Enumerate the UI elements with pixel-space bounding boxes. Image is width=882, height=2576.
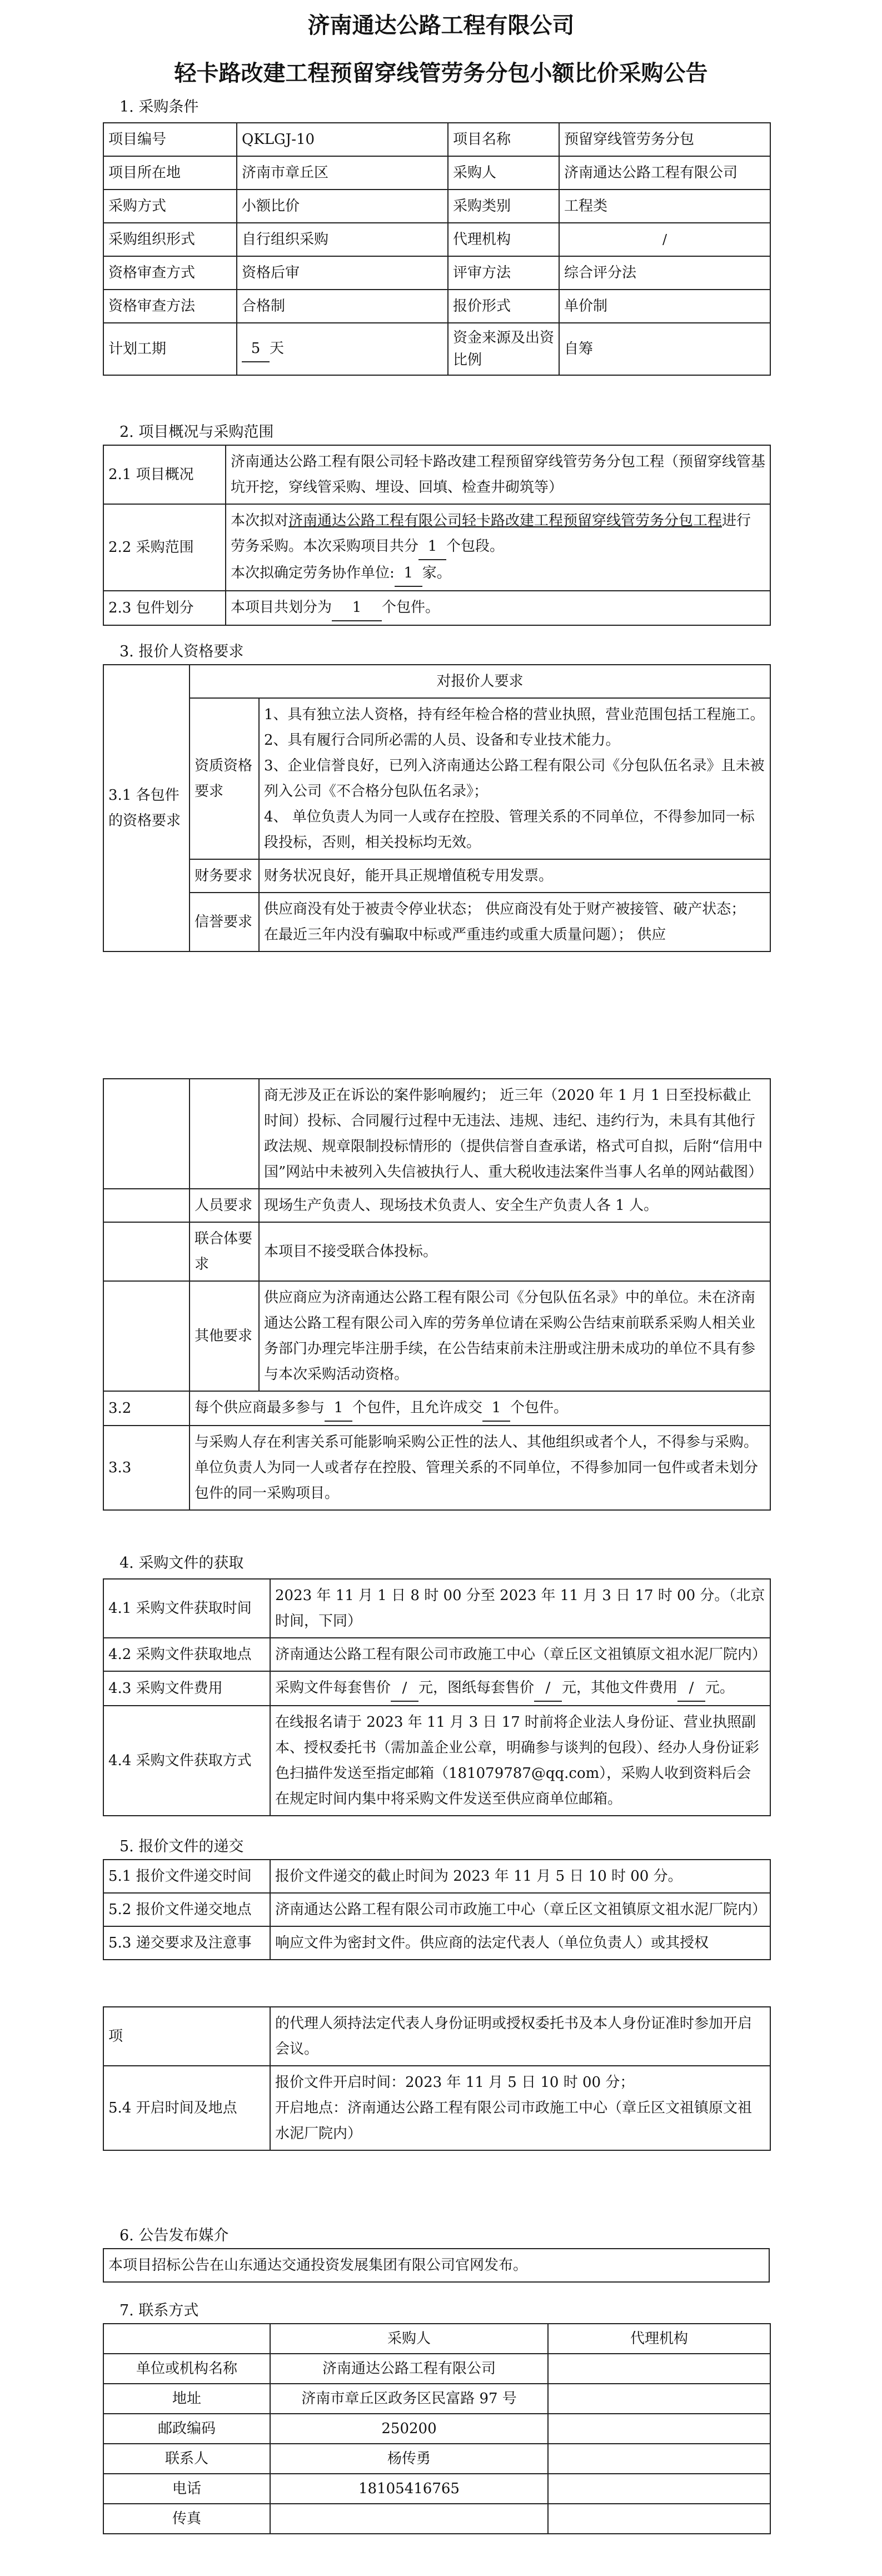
scope-unit-count: 1	[395, 560, 422, 587]
cell-value	[190, 1391, 770, 1426]
table-row	[103, 1860, 770, 1893]
cell-label: 联合体要求	[190, 1222, 259, 1281]
scope-text: 个包段。	[446, 538, 505, 555]
qual-item: 4、 单位负责人为同一人或存在控股、管理关系的不同单位，不得参加同一标段投标，否则，相关投标均无效。	[264, 809, 755, 851]
cell-value	[548, 2354, 770, 2384]
cell-label: 2.2 采购范围	[103, 504, 226, 591]
cell-header: 对报价人要求	[190, 665, 770, 698]
package-count: 1	[332, 595, 382, 621]
cell-value	[548, 2474, 770, 2504]
cell-label: 3.3	[103, 1426, 190, 1510]
table-row	[103, 1281, 770, 1391]
qual-item: 2、具有履行合同所必需的人员、设备和专业技术能力。	[264, 732, 620, 749]
cell-value	[270, 1671, 770, 1706]
cell-label: 电话	[103, 2474, 270, 2504]
table-row	[103, 893, 770, 951]
table-row	[103, 2474, 770, 2504]
cell-label: 4.4 采购文件获取方式	[103, 1706, 270, 1816]
cell-value: 济南通达公路工程有限公司轻卡路改建工程预留穿线管劳务分包工程（预留穿线管基坑开挖，穿线管采购、埋设、回填、检查井砌筑等）	[226, 445, 770, 504]
table-row	[103, 1706, 770, 1816]
section-2-heading: 2. 项目概况与采购范围	[119, 423, 274, 441]
table-row	[103, 445, 770, 504]
section-7-heading: 7. 联系方式	[119, 2302, 199, 2319]
table-row	[103, 2007, 770, 2066]
cell-value: 18105416765	[270, 2474, 548, 2504]
table-row	[103, 698, 770, 859]
cell-label: 项目编号	[103, 123, 237, 156]
cell-label: 5.3 递交要求及注意事	[103, 1926, 270, 1960]
cell-value	[226, 504, 770, 591]
cell-value: 财务状况良好，能开具正规增值税专用发票。	[259, 859, 770, 893]
cell-label: 采购组织形式	[103, 223, 237, 256]
table-row	[103, 1638, 770, 1671]
cell-value: 在线报名请于 2023 年 11 月 3 日 17 时前将企业法人身份证、营业执照副本、授权委托书（需加盖企业公章，明确参与谈判的包段）、经办人身份证彩色扫描件发送至指定邮箱（181079787@qq.com），采购人收到资料后会在规定时间内集中将采购文件发送至供应商单位邮箱。	[270, 1706, 770, 1816]
cell-value: 250200	[270, 2414, 548, 2444]
table-row	[103, 1391, 770, 1426]
cell-value: 商无涉及正在诉讼的案件影响履约； 近三年（2020 年 1 月 1 日至投标截止时间）投标、合同履行过程中无违法、违规、违纪、违约行为，未具有其他行政法规、规章限制投标情形的（提供信誉自查承诺，格式可自拟，后附“信用中国”网站中未被列入失信被执行人、重大税收违法案件当事人名单的网站截图）	[259, 1079, 770, 1189]
cell-label: 采购方式	[103, 190, 237, 223]
cell-label: 其他要求	[190, 1281, 259, 1391]
table-row	[103, 859, 770, 893]
fee-text: 元，其他文件费用	[562, 1680, 678, 1696]
cell-label: 2.3 包件划分	[103, 591, 226, 625]
table-row	[103, 156, 770, 190]
cell-value	[259, 698, 770, 859]
cell-value	[237, 323, 448, 375]
fee-text: 元。	[705, 1680, 735, 1696]
cell-value: 济南通达公路工程有限公司市政施工中心（章丘区文祖镇原文祖水泥厂院内）	[270, 1638, 770, 1671]
cell-empty	[103, 1281, 190, 1391]
cell-label: 资金来源及出资比例	[448, 323, 559, 375]
cell-value: 济南通达公路工程有限公司	[270, 2354, 548, 2384]
cell-value	[226, 591, 770, 625]
table-row	[103, 290, 770, 323]
table-row	[103, 2354, 770, 2384]
cell-label: 评审方法	[448, 256, 559, 290]
section-5-heading: 5. 报价文件的递交	[119, 1838, 244, 1855]
cell-label: 3.2	[103, 1391, 190, 1426]
table-row	[103, 1579, 770, 1638]
scope-text: 进行劳务采购。本次采购项目共分	[231, 512, 751, 555]
table-row	[103, 1426, 770, 1510]
table-row	[103, 2504, 770, 2534]
table-row	[103, 591, 770, 625]
table-row	[103, 504, 770, 591]
cell-label: 4.3 采购文件费用	[103, 1671, 270, 1706]
cell-label: 4.2 采购文件获取地点	[103, 1638, 270, 1671]
cell-value: 与采购人存在利害关系可能影响采购公正性的法人、其他组织或者个人，不得参与采购。单位负责人为同一人或者存在控股、管理关系的不同单位，不得参加同一包件或者未划分包件的同一采购项目。	[190, 1426, 770, 1510]
cell-label: 资格审查方法	[103, 290, 237, 323]
cell-label: 5.1 报价文件递交时间	[103, 1860, 270, 1893]
cell-label: 资质资格要求	[190, 698, 259, 859]
section-4-heading: 4. 采购文件的获取	[119, 1554, 244, 1572]
scope-package-count: 1	[418, 534, 446, 560]
cell-empty	[103, 1189, 190, 1222]
company-title: 济南通达公路工程有限公司	[307, 13, 575, 38]
cell-label: 信誉要求	[190, 893, 259, 951]
cell-value	[548, 2414, 770, 2444]
table-row	[103, 2414, 770, 2444]
cell-label: 项	[103, 2007, 270, 2066]
fee-value: /	[391, 1675, 418, 1702]
r32-text: 个包件，且允许成交	[352, 1399, 483, 1416]
cell-value	[270, 2066, 770, 2150]
opening-time: 报价文件开启时间：2023 年 11 月 5 日 10 时 00 分；	[275, 2074, 635, 2091]
cell-value: 济南通达公路工程有限公司	[559, 156, 770, 190]
cell-label: 报价形式	[448, 290, 559, 323]
qualification-table-part2	[103, 1078, 771, 1511]
col-header-agent: 代理机构	[548, 2324, 770, 2354]
cell-value	[548, 2504, 770, 2534]
cell-value: 工程类	[559, 190, 770, 223]
section-3-heading: 3. 报价人资格要求	[119, 643, 244, 660]
period-unit: 天	[270, 340, 285, 357]
cell-value: 本项目不接受联合体投标。	[259, 1222, 770, 1281]
cell-value	[270, 2504, 548, 2534]
cell-value: 供应商应为济南通达公路工程有限公司《分包队伍名录》中的单位。未在济南通达公路工程有限公司入库的劳务单位请在采购公告结束前联系采购人相关业务部门办理完毕注册手续，在公告结束前未注册或注册未成功的单位不具有参与本次采购活动资格。	[259, 1281, 770, 1391]
fee-value: /	[534, 1675, 562, 1702]
cell-value: 济南通达公路工程有限公司市政施工中心（章丘区文祖镇原文祖水泥厂院内）	[270, 1893, 770, 1926]
cell-label: 采购人	[448, 156, 559, 190]
publication-media-table	[103, 2248, 770, 2283]
contact-table	[103, 2323, 771, 2534]
cell-value: 现场生产负责人、现场技术负责人、安全生产负责人各 1 人。	[259, 1189, 770, 1222]
period-value: 5	[242, 336, 270, 362]
table-row	[103, 1893, 770, 1926]
cell-label: 项目所在地	[103, 156, 237, 190]
table-row	[103, 223, 770, 256]
package-text: 个包件。	[382, 599, 440, 616]
cell-value	[548, 2384, 770, 2414]
col-header-buyer: 采购人	[270, 2324, 548, 2354]
project-overview-table	[103, 445, 771, 626]
cell-value: 合格制	[237, 290, 448, 323]
cell-value: 小额比价	[237, 190, 448, 223]
table-row	[103, 256, 770, 290]
r32-text: 每个供应商最多参与	[195, 1399, 325, 1416]
cell-value: 资格后审	[237, 256, 448, 290]
cell-label: 采购类别	[448, 190, 559, 223]
cell-value: 本项目招标公告在山东通达交通投资发展集团有限公司官网发布。	[103, 2249, 769, 2282]
cell-label: 项目名称	[448, 123, 559, 156]
cell-value: QKLGJ-10	[237, 123, 448, 156]
table-row	[103, 123, 770, 156]
cell-label: 传真	[103, 2504, 270, 2534]
table-row	[103, 2444, 770, 2474]
fee-text: 元，图纸每套售价	[418, 1680, 535, 1696]
cell-empty	[103, 1079, 190, 1189]
cell-label: 联系人	[103, 2444, 270, 2474]
table-row	[103, 665, 770, 698]
table-row	[103, 2324, 770, 2354]
table-row	[103, 1079, 770, 1189]
table-row	[103, 1189, 770, 1222]
table-row	[103, 2066, 770, 2150]
fee-value: /	[677, 1675, 705, 1702]
submission-table-part2	[103, 2006, 771, 2151]
announcement-title: 轻卡路改建工程预留穿线管劳务分包小额比价采购公告	[174, 61, 708, 86]
table-row	[103, 1926, 770, 1960]
cell-value: 综合评分法	[559, 256, 770, 290]
cell-label: 5.4 开启时间及地点	[103, 2066, 270, 2150]
r32-text: 个包件。	[510, 1399, 569, 1416]
cell-value: 的代理人须持法定代表人身份证明或授权委托书及本人身份证准时参加开启会议。	[270, 2007, 770, 2066]
cell-value	[259, 893, 770, 951]
document-acquisition-table	[103, 1578, 771, 1816]
scope-text: 家。	[422, 565, 451, 581]
cell-value	[548, 2444, 770, 2474]
cell-label: 3.1 各包件的资格要求	[103, 665, 190, 951]
cell-label: 2.1 项目概况	[103, 445, 226, 504]
cell-value: 响应文件为密封文件。供应商的法定代表人（单位负责人）或其授权	[270, 1926, 770, 1960]
scope-text: 本次拟确定劳务协作单位:	[231, 565, 395, 581]
cell-value: 预留穿线管劳务分包	[559, 123, 770, 156]
cell-label: 地址	[103, 2384, 270, 2414]
section-1-heading: 1. 采购条件	[119, 98, 199, 116]
cell-empty	[190, 1079, 259, 1189]
rep-text: 在最近三年内没有骗取中标或严重违约或重大质量问题）； 供应	[264, 926, 666, 943]
procurement-conditions-table	[103, 122, 771, 376]
r32-max: 1	[325, 1395, 352, 1422]
table-row	[103, 1671, 770, 1706]
table-row	[103, 1222, 770, 1281]
qual-item: 3、企业信誉良好，已列入济南通达公路工程有限公司《分包队伍名录》且未被列入公司《不合格分包队伍名录》；	[264, 758, 765, 800]
cell-value: /	[559, 223, 770, 256]
section-6-heading: 6. 公告发布媒介	[119, 2227, 229, 2244]
submission-table-part1	[103, 1859, 771, 1960]
cell-value: 2023 年 11 月 1 日 8 时 00 分至 2023 年 11 月 3 日 17 时 00 分。（北京时间，下同）	[270, 1579, 770, 1638]
cell-label: 代理机构	[448, 223, 559, 256]
cell-value: 济南市章丘区政务区民富路 97 号	[270, 2384, 548, 2414]
package-text: 本项目共划分为	[231, 599, 332, 616]
table-row	[103, 190, 770, 223]
table-row	[103, 323, 770, 375]
cell-label: 5.2 报价文件递交地点	[103, 1893, 270, 1926]
cell-label: 计划工期	[103, 323, 237, 375]
cell-label: 财务要求	[190, 859, 259, 893]
opening-place: 开启地点：济南通达公路工程有限公司市政施工中心（章丘区文祖镇原文祖水泥厂院内）	[275, 2100, 753, 2142]
cell-value: 自行组织采购	[237, 223, 448, 256]
cell-label: 资格审查方式	[103, 256, 237, 290]
table-row	[103, 2249, 769, 2282]
rep-text: 供应商没有处于被责令停业状态； 供应商没有处于财产被接管、破产状态；	[264, 901, 746, 918]
r32-allowed: 1	[482, 1395, 510, 1422]
table-row	[103, 2384, 770, 2414]
cell-label: 人员要求	[190, 1189, 259, 1222]
cell-value: 单价制	[559, 290, 770, 323]
qual-item: 1、具有独立法人资格，持有经年检合格的营业执照，营业范围包括工程施工。	[264, 706, 765, 723]
cell-label: 4.1 采购文件获取时间	[103, 1579, 270, 1638]
qualification-table-part1	[103, 664, 771, 952]
cell-empty	[103, 1222, 190, 1281]
cell-value: 杨传勇	[270, 2444, 548, 2474]
scope-text: 本次拟对	[231, 512, 289, 529]
cell-empty	[103, 2324, 270, 2354]
cell-label: 单位或机构名称	[103, 2354, 270, 2384]
cell-value: 报价文件递交的截止时间为 2023 年 11 月 5 日 10 时 00 分。	[270, 1860, 770, 1893]
cell-value: 自筹	[559, 323, 770, 375]
fee-text: 采购文件每套售价	[275, 1680, 391, 1696]
scope-project-name: 济南通达公路工程有限公司轻卡路改建工程预留穿线管劳务分包工程	[288, 512, 722, 529]
cell-value: 济南市章丘区	[237, 156, 448, 190]
cell-label: 邮政编码	[103, 2414, 270, 2444]
